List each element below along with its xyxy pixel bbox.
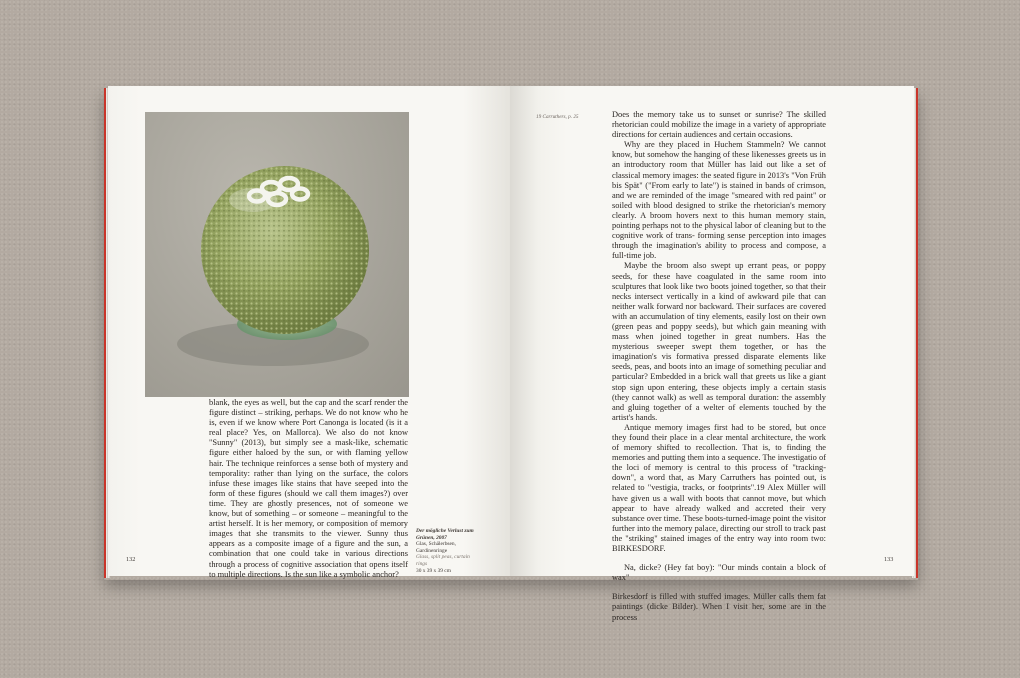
- left-body-text: [209, 398, 408, 580]
- paragraph-3: Maybe the broom also swept up errant peas, or poppy seeds, for these have coagulated in the same room into sculptures that look like two boots joined together, so that their necks intersect vertically in a kind of awkward pile that can neither walk forward nor backward. Their surfaces are covered with an accumulation of tiny elements, easily lost on their own (green peas and poppy seeds), but which gain meaning with mass when joined together in great numbers. Has the mysterious sweeper swept them together, or has the imagination's vis formativa pressed disparate elements like seeds, peas, and boots into an image of something peculiar and particular? Embedded in a brick wall that greets us like a giant stop sign upon entering, these objects imply a certain stasis (they cannot walk) as well as temporal duration: the assembly and gluing together of a welter of elements touched by the artist's hands.: [612, 261, 826, 422]
- caption-materials: Glass, split peas, curtain rings: [416, 554, 470, 567]
- paragraph-5: Birkesdorf is filled with stuffed images. Müller calls them fat paintings (dicke Bilder). When I visit her, some are in the process: [612, 592, 826, 622]
- caption-details: Glas, Schälerbsen, Gardinenringe: [416, 541, 456, 554]
- page-number-left: 132: [126, 556, 136, 563]
- left-paragraph: blank, the eyes as well, but the cap and the scarf render the figure distinct – striking, perhaps. We do not know who he is, even if we know where Port Canonga is located (is it a real place? Yes, on Mallorca). We also do not know "Sunny" (2013), but simply see a mask-like, schematic figure either haloed by the sun, or with flaming yellow hair. The technique reinforces a sense both of mystery and temporality: rather than lying on the surface, the colors infuse these images like stains that have seeped into the form of these figures (should we call them images?) over time. They are ghostly presences, not of someone we know, but of something – or someone – meaningful to the artist herself. It is her memory, or composition of memory images that she transmits to the viewer. Sunny thus appears as a composite image of a figure and the sun, a combination that one could take in various directions through a process of cognitive association that opens itself to multiple directions. Is the sun like a symbolic anchor?: [209, 398, 408, 579]
- right-page: [510, 86, 914, 622]
- left-page: [108, 86, 512, 579]
- caption-size: 30 x 39 x 39 cm: [416, 567, 451, 574]
- marginal-note: 19 Carruthers, p. 25: [536, 114, 579, 120]
- glass-sphere-photo: [145, 112, 409, 397]
- section-heading: Na, dicke? (Hey fat boy): "Our minds contain a block of wax": [612, 563, 826, 583]
- paragraph-1: Does the memory take us to sunset or sunrise? The skilled rhetorician could mobilize the image in a variety of appropriate directions for certain audiences and certain occasions.: [612, 110, 826, 140]
- right-body-text: [612, 110, 826, 623]
- caption-title: Der mögliche Verlust zum Grünen, 2007: [416, 528, 474, 541]
- paragraph-4: Antique memory images first had to be stored, but once they found their place in a clear mental architecture, the work of memory shifted to recollection. That is, to finding the memories and putting them into a sequence. The investigatio of the loci of memory is central to this process of "tracking-down", a word that, as Mary Carruthers has pointed out, is related to "vestigia, tracks, or footprints".19 Alex Müller will have given us a wall with boots that cannot move, but which appear to have already walked and accreted their very substance over time. These boots-turned-image point the visitor further into the memory palace, directing our stroll to track past the "striking" stained images of the entry way into room two: BIRKESDORF.: [612, 422, 826, 554]
- paragraph-2: Why are they placed in Huchem Stammeln? We cannot know, but somehow the hanging of these likenesses greets us in an introductory room that Müller has laid out like a set of classical memory images: the seated figure in 2013's "Von Früh bis Spät" ("From early to late") is stained in bands of crimson, and we are reminded of the image "smeared with red paint" or soiled with blood designed to strike the rhetorician's memory clearly. A broom hovers next to this human memory stain, pointing perhaps not to the physical labor of cleaning but to the cognitive work of trans- forming sense perception into images through the imagination's ability to process and compose, a full-time job.: [612, 140, 826, 261]
- image-caption: [416, 528, 480, 574]
- page-number-right: 133: [884, 556, 894, 563]
